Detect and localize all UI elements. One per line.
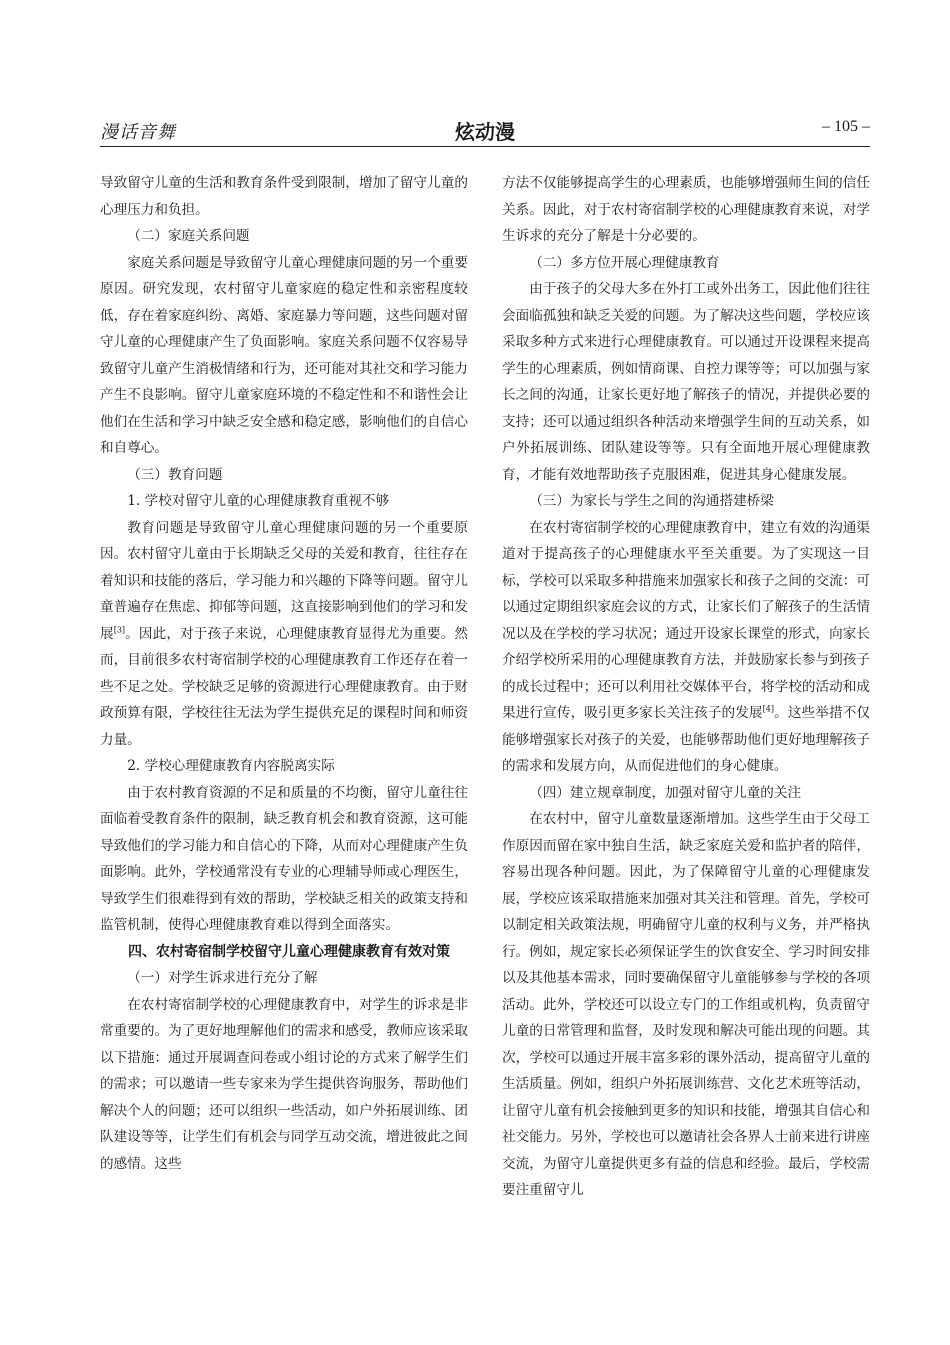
section-heading: 四、农村寄宿制学校留守儿童心理健康教育有效对策 (128, 943, 450, 960)
citation-ref: [3] (113, 624, 126, 634)
page-number: – 105 – (822, 118, 870, 135)
journal-name: 漫话音舞 (100, 122, 176, 143)
paragraph: 导致留守儿童的生活和教育条件受到限制，增加了留守儿童的心理压力和负担。 (100, 175, 468, 218)
subheading: 2. 学校心理健康教育内容脱离实际 (127, 758, 335, 774)
paragraph: 由于农村教育资源的不足和质量的不均衡，留守儿童往往面临着受教育条件的限制，缺乏教育机会和教育资源，这可能导致他们的学习能力和自信心的下降，从而对心理健康产生负面影响。此外，学校通常没有专业的心理辅导师或心理医生，导致学生们很难得到有效的帮助，学校缺乏相关的政策支持和监管机制，使得心理健康教育难以得到全面落实。 (100, 784, 468, 933)
subheading: （三）教育问题 (127, 466, 223, 483)
citation-ref: [4] (762, 704, 774, 714)
page-header (100, 116, 870, 146)
subheading: 1. 学校对留守儿童的心理健康教育重视不够 (127, 493, 390, 509)
subheading: （三）为家长与学生之间的沟通搭建桥梁 (529, 493, 774, 509)
right-column (502, 170, 870, 1204)
header-rule (100, 146, 870, 147)
paragraph-text: 教育问题是导致留守儿童心理健康问题的另一个重要原因。农村留守儿童由于长期缺乏父母的关爱和教育，往往存在着知识和技能的落后，学习能力和兴趣的下降等问题。留守儿童普遍存在焦虑、抑郁等问题，这直接影响到他们的学习和发展 (100, 519, 468, 642)
subheading: （四）建立规章制度，加强对留守儿童的关注 (529, 784, 802, 801)
subheading: （二）多方位开展心理健康教育 (529, 254, 720, 271)
subheading: （二）家庭关系问题 (127, 228, 250, 244)
header-title: 炫动漫 (455, 120, 515, 144)
paragraph-text: 。这些举措不仅能够增强家长对孩子的关爱，也能够帮助他们更好地理解孩子的需求和发展方向，从而促进他们的身心健康。 (502, 705, 871, 774)
paragraph (502, 515, 870, 780)
paragraph: 在农村寄宿制学校的心理健康教育中，对学生的诉求是非常重要的。为了更好地理解他们的需求和感受，教师应该采取以下措施：通过开展调查问卷或小组讨论的方式来了解学生们的需求；可以邀请一些专家来为学生提供咨询服务，帮助他们解决个人的问题；还可以组织一些活动，如户外拓展训练、团队建设等等，让学生们有机会与同学互动交流，增进彼此之间的感情。这些 (100, 996, 468, 1172)
left-column (100, 170, 468, 1177)
paragraph: 方法不仅能够提高学生的心理素质，也能够增强师生间的信任关系。因此，对于农村寄宿制学校的心理健康教育来说，对学生诉求的充分了解是十分必要的。 (502, 175, 870, 244)
paragraph: 在农村中，留守儿童数量逐渐增加。这些学生由于父母工作原因而留在家中独自生活，缺乏家庭关爱和监护者的陪伴，容易出现各种问题。因此，为了保障留守儿童的心理健康发展，学校应该采取措施来加强对其关注和管理。首先，学校可以制定相关政策法规，明确留守儿童的权利与义务，并严格执行。例如，规定家长必须保证学生的饮食安全、学习时间安排以及其他基本需求，同时要确保留守儿童能够参与学校的各项活动。此外，学校还可以设立专门的工作组或机构，负责留守儿童的日常管理和监督，及时发现和解决可能出现的问题。其次，学校可以通过开展丰富多彩的课外活动，提高留守儿童的生活质量。例如，组织户外拓展训练营、文化艺术班等活动，让留守儿童有机会接触到更多的知识和技能，增强其自信心和社交能力。另外，学校也可以邀请社会各界人士前来进行讲座交流，为留守儿童提供更多有益的信息和经验。最后，学校需要注重留守儿 (502, 811, 870, 1198)
paragraph: 家庭关系问题是导致留守儿童心理健康问题的另一个重要原因。研究发现，农村留守儿童家庭的稳定性和亲密程度较低，存在着家庭纠纷、离婚、家庭暴力等问题，这些问题对留守儿童的心理健康产生了负面影响。家庭关系问题不仅容易导致留守儿童产生消极情绪和行为，还可能对其社交和学习能力产生不良影响。留守儿童家庭环境的不稳定性和不和谐性会让他们在生活和学习中缺乏安全感和稳定感，影响他们的自信心和自尊心。 (100, 254, 468, 456)
subheading: （一）对学生诉求进行充分了解 (127, 970, 318, 986)
paragraph (100, 515, 468, 754)
paragraph-text: 在农村寄宿制学校的心理健康教育中，建立有效的沟通渠道对于提高孩子的心理健康水平至关重要。为了实现这一目标，学校可以采取多种措施来加强家长和孩子之间的交流：可以通过定期组织家庭会议的方式，让家长们了解孩子的生活情况以及在学校的学习状况；通过开设家长课堂的形式，向家长介绍学校所采用的心理健康教育方法，并鼓励家长参与到孩子的成长过程中；还可以利用社交媒体平台，将学校的活动和成果进行宣传，吸引更多家长关注孩子的发展 (502, 519, 870, 721)
paragraph: 由于孩子的父母大多在外打工或外出务工，因此他们往往会面临孤独和缺乏关爱的问题。为了解决这些问题，学校应该采取多种方式来进行心理健康教育。可以通过开设课程来提高学生的心理素质，例如情商课、自控力课等等；可以加强与家长之间的沟通，让家长更好地了解孩子的情况，并提供必要的支持；还可以通过组织各种活动来增强学生间的互动关系，如户外拓展训练、团队建设等等。只有全面地开展心理健康教育，才能有效地帮助孩子克服困难，促进其身心健康发展。 (502, 281, 870, 483)
paragraph-text: 。因此，对于孩子来说，心理健康教育显得尤为重要。然而，目前很多农村寄宿制学校的心理健康教育工作还存在着一些不足之处。学校缺乏足够的资源进行心理健康教育。由于财政预算有限，学校往往无法为学生提供充足的课程时间和师资力量。 (100, 625, 468, 748)
